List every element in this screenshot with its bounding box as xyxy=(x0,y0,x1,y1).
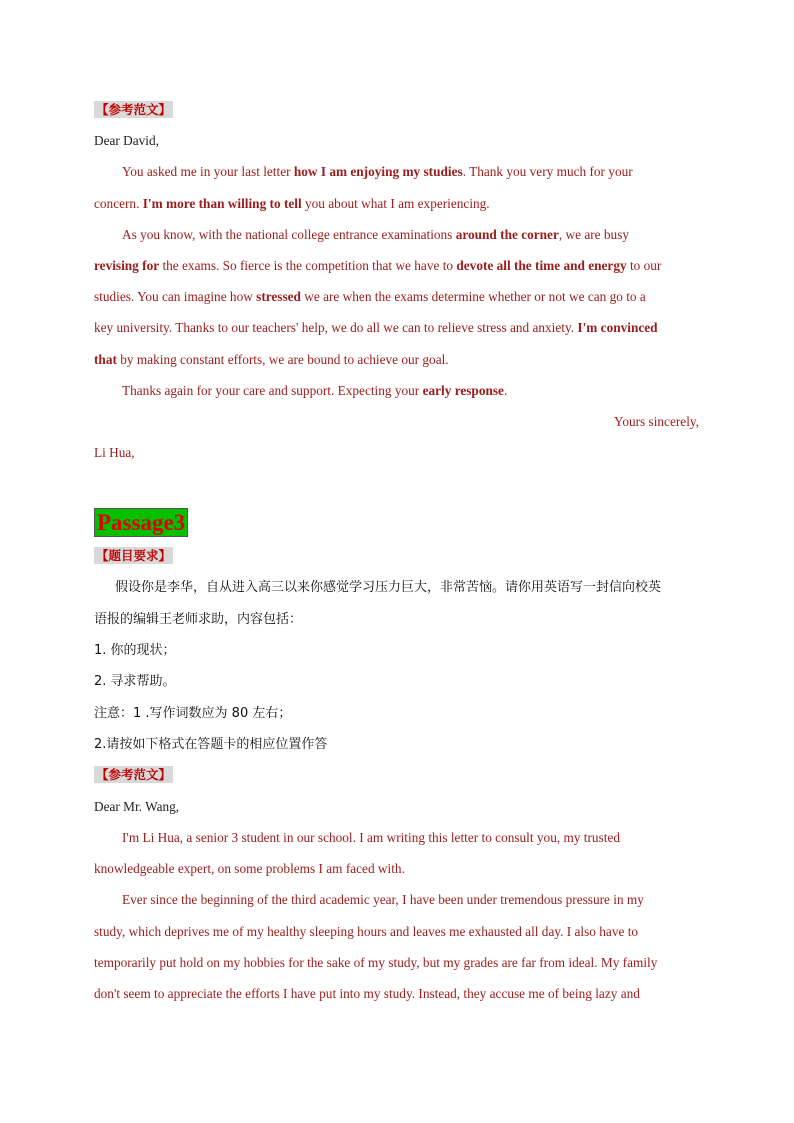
paragraph-line: studies. You can imagine how stressed we are when the exams determine whether or not we can go to a xyxy=(94,289,646,304)
reference-label-1: 【参考范文】 xyxy=(96,102,172,117)
paragraph-line: You asked me in your last letter how I am enjoying my studies. Thank you very much for your xyxy=(122,164,633,179)
paragraph-line: As you know, with the national college entrance examinations around the corner, we are busy xyxy=(122,227,630,242)
note: 注意：1 .写作词数应为 80 左右； xyxy=(94,706,292,721)
passage-title: Passage3 xyxy=(94,508,188,537)
paragraph-line: study, which deprives me of my healthy sleeping hours and leaves me exhausted all day. I also have to xyxy=(94,924,639,939)
paragraph-line: I'm Li Hua, a senior 3 student in our school. I am writing this letter to consult you, my trusted xyxy=(122,830,620,845)
paragraph-line: Ever since the beginning of the third academic year, I have been under tremendous pressure in my xyxy=(122,892,644,907)
paragraph-line: key university. Thanks to our teachers' help, we do all we can to relieve stress and anxiety. I'm convinced xyxy=(94,320,658,335)
requirement-item: 2. 寻求帮助。 xyxy=(94,674,176,689)
paragraph-line: knowledgeable expert, on some problems I am faced with. xyxy=(94,861,405,876)
reference-label-2: 【参考范文】 xyxy=(96,767,172,782)
requirement-item: 1. 你的现状； xyxy=(94,643,176,658)
paragraph-line: revising for the exams. So fierce is the competition that we have to devote all the time and energy to our xyxy=(94,258,662,273)
note: 2.请按如下格式在答题卡的相应位置作答 xyxy=(94,737,328,752)
paragraph-line: temporarily put hold on my hobbies for the sake of my study, but my grades are far from ideal. My family xyxy=(94,955,658,970)
paragraph-line: don't seem to appreciate the efforts I have put into my study. Instead, they accuse me of being lazy and xyxy=(94,986,640,1001)
closing: Yours sincerely, xyxy=(614,414,699,429)
paragraph-line: concern. I'm more than willing to tell you about what I am experiencing. xyxy=(94,196,490,211)
requirement-text: 语报的编辑王老师求助，内容包括： xyxy=(94,612,303,627)
salutation-wang: Dear Mr. Wang, xyxy=(94,799,180,814)
requirement-label: 【题目要求】 xyxy=(96,548,172,563)
salutation-david: Dear David, xyxy=(94,133,159,148)
signature: Li Hua, xyxy=(94,445,135,460)
paragraph-line: that by making constant efforts, we are bound to achieve our goal. xyxy=(94,352,449,367)
paragraph-line: Thanks again for your care and support. Expecting your early response. xyxy=(122,383,508,398)
requirement-text: 假设你是李华，自从进入高三以来你感觉学习压力巨大，非常苦恼。请你用英语写一封信向校英 xyxy=(115,580,662,595)
